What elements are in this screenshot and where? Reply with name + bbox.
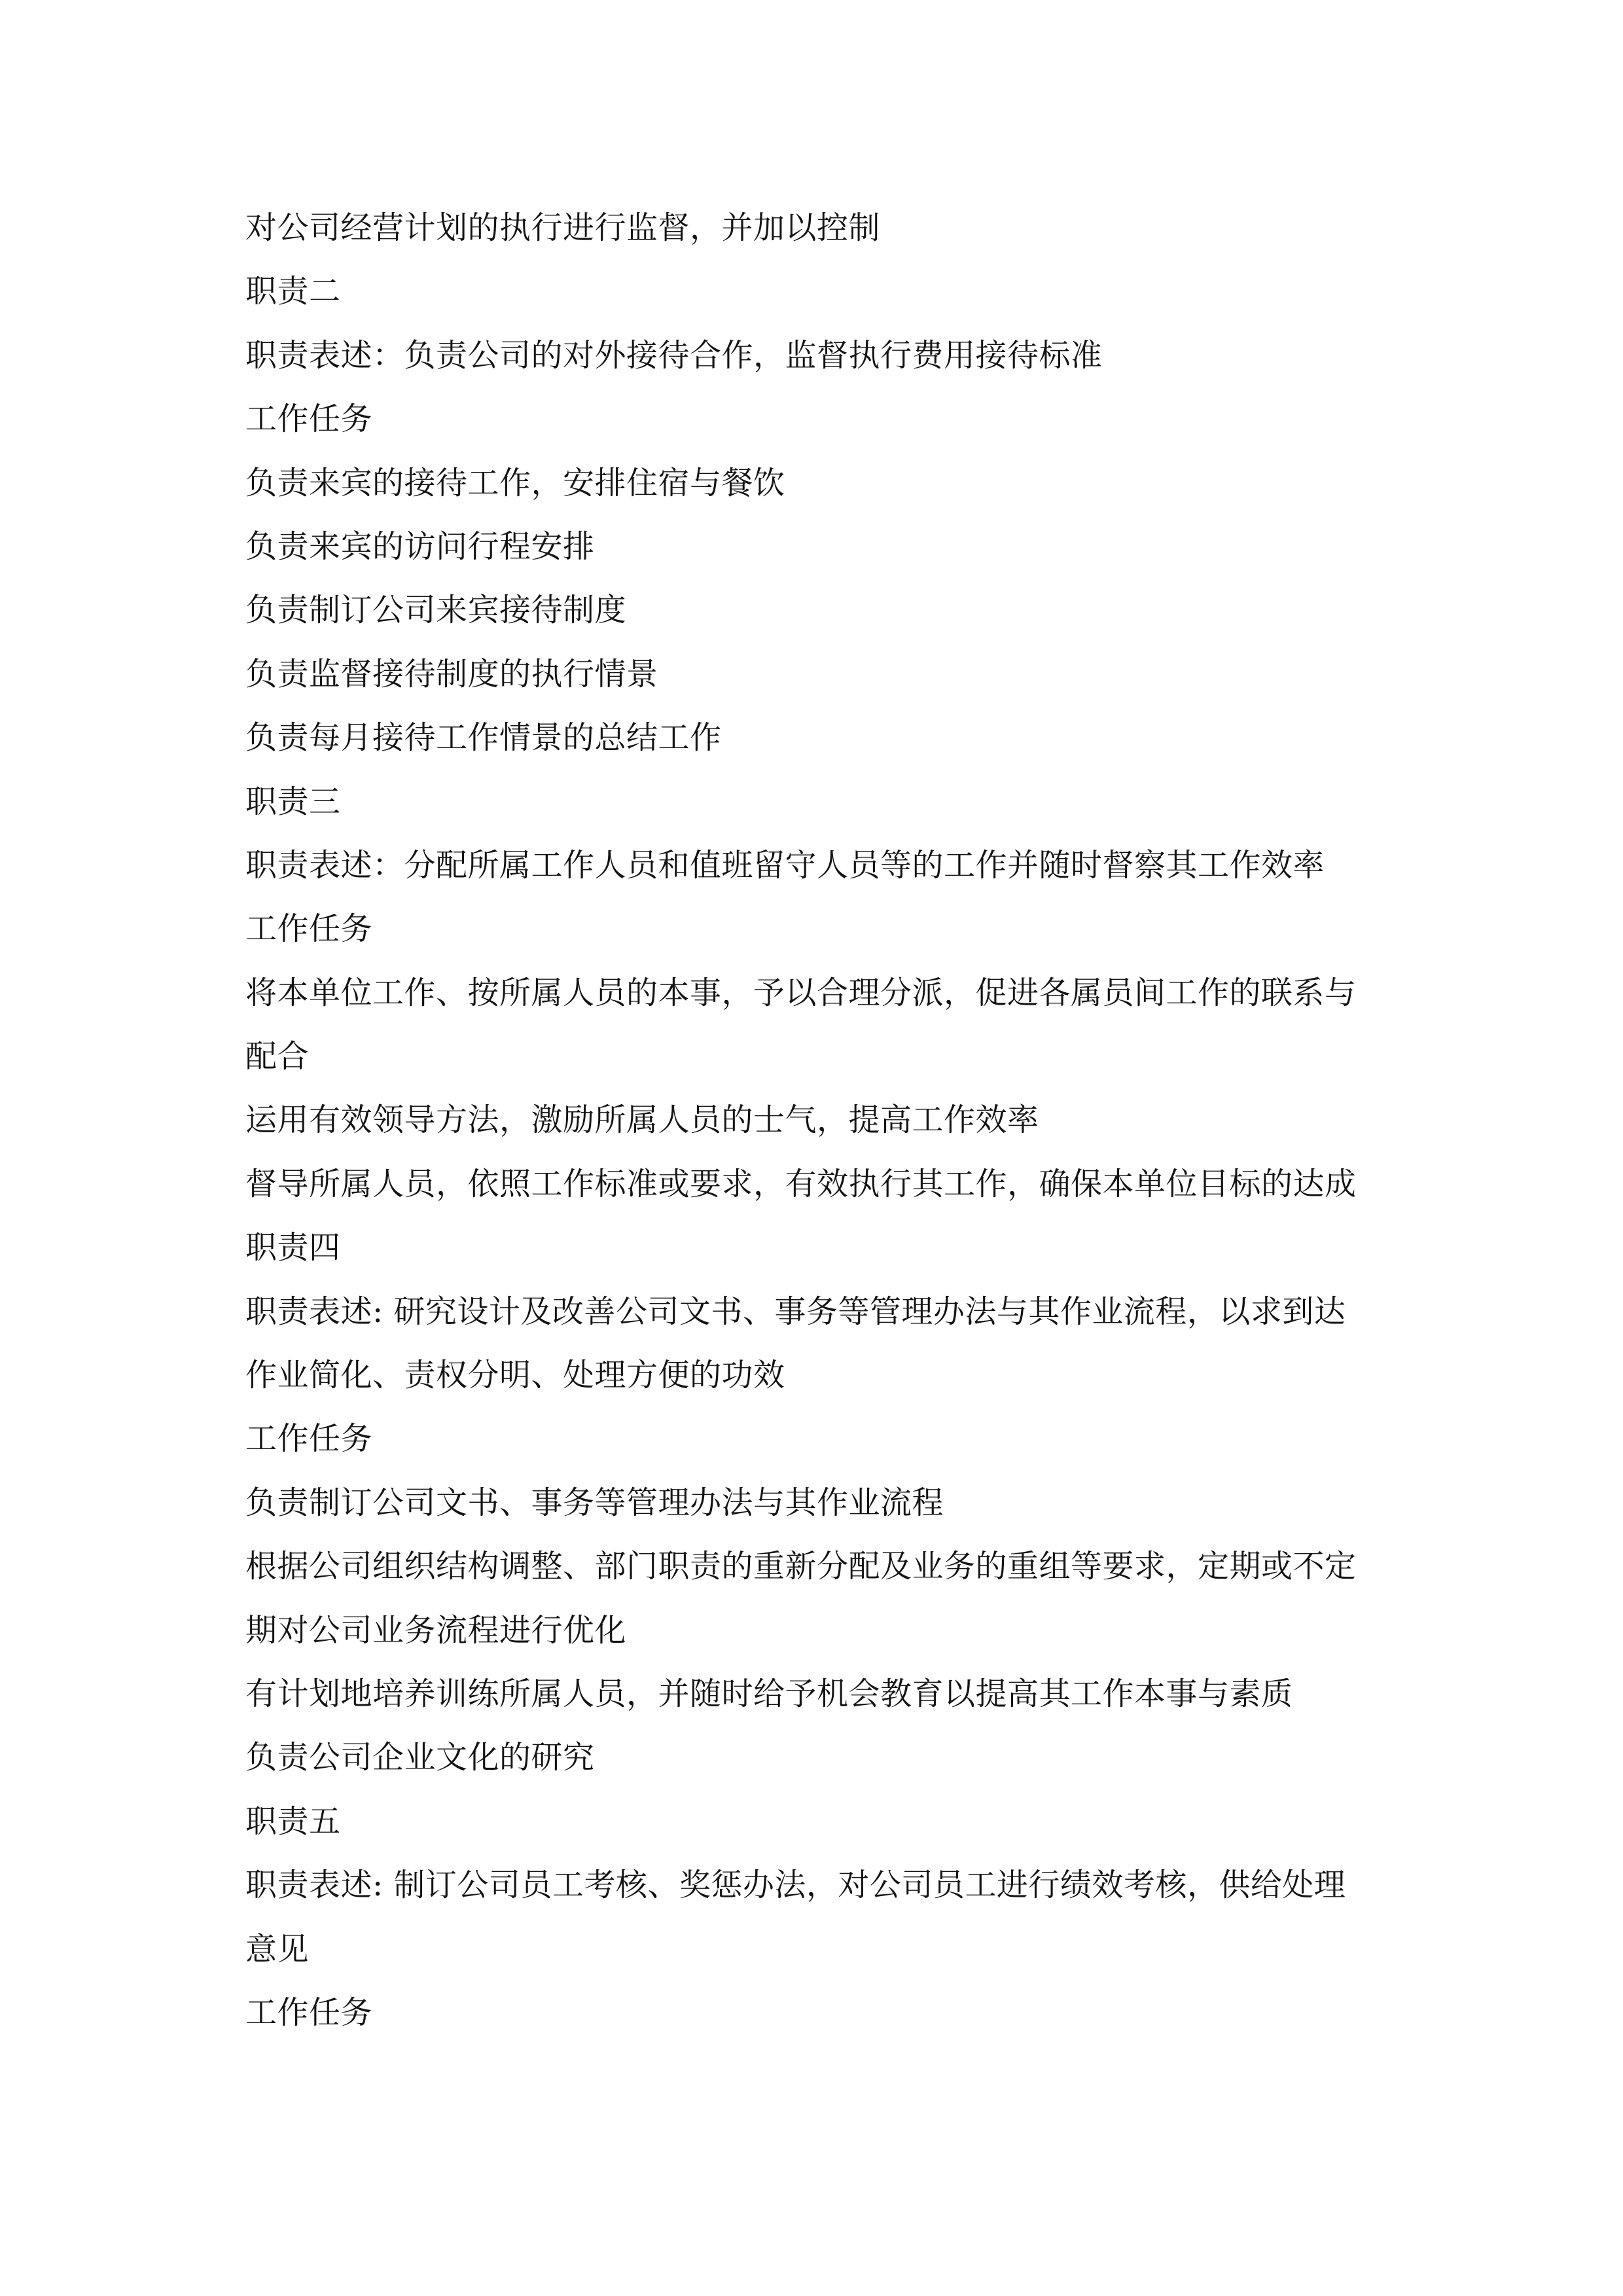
document-body — [245, 196, 1384, 2045]
subsection-heading: 工作任务 — [245, 1994, 373, 2031]
text-line: 负责公司企业文化的研究 — [245, 1739, 595, 1776]
text-line: 期对公司业务流程进行优化 — [245, 1611, 627, 1649]
text-line: 负责制订公司来宾接待制度 — [245, 592, 627, 629]
section-heading: 职责五 — [245, 1803, 341, 1840]
text-line: 职责表述: 研究设计及改善公司文书、事务等管理办法与其作业流程，以求到达 — [245, 1293, 1346, 1330]
text-line: 职责表述：分配所属工作人员和值班留守人员等的工作并随时督察其工作效率 — [245, 846, 1325, 884]
text-line: 职责表述：负责公司的对外接待合作，监督执行费用接待标准 — [245, 336, 1103, 374]
text-line: 根据公司组织结构调整、部门职责的重新分配及业务的重组等要求，定期或不定 — [245, 1548, 1357, 1585]
text-line: 将本单位工作、按所属人员的本事，予以合理分派，促进各属员间工作的联系与 — [245, 974, 1357, 1011]
text-line: 职责表述: 制订公司员工考核、奖惩办法，对公司员工进行绩效考核，供给处理 — [245, 1867, 1346, 1904]
text-line: 有计划地培养训练所属人员，并随时给予机会教育以提高其工作本事与素质 — [245, 1675, 1293, 1712]
subsection-heading: 工作任务 — [245, 401, 373, 438]
text-line: 负责制订公司文书、事务等管理办法与其作业流程 — [245, 1484, 944, 1521]
text-line: 负责来宾的访问行程安排 — [245, 528, 595, 565]
text-line: 负责监督接待制度的执行情景 — [245, 655, 658, 692]
text-line: 作业简化、责权分明、处理方便的功效 — [245, 1357, 785, 1394]
text-line: 负责每月接待工作情景的总结工作 — [245, 719, 722, 757]
subsection-heading: 工作任务 — [245, 910, 373, 948]
text-line: 负责来宾的接待工作，安排住宿与餐饮 — [245, 464, 785, 501]
section-heading: 职责三 — [245, 783, 341, 820]
text-line: 配合 — [245, 1038, 310, 1075]
text-line: 督导所属人员，依照工作标准或要求，有效执行其工作，确保本单位目标的达成 — [245, 1165, 1357, 1202]
text-line: 对公司经营计划的执行进行监督，并加以控制 — [245, 209, 881, 246]
subsection-heading: 工作任务 — [245, 1420, 373, 1458]
section-heading: 职责二 — [245, 273, 341, 310]
text-line: 意见 — [245, 1930, 310, 1967]
text-line: 运用有效领导方法，激励所属人员的士气，提高工作效率 — [245, 1102, 1039, 1139]
section-heading: 职责四 — [245, 1229, 341, 1266]
